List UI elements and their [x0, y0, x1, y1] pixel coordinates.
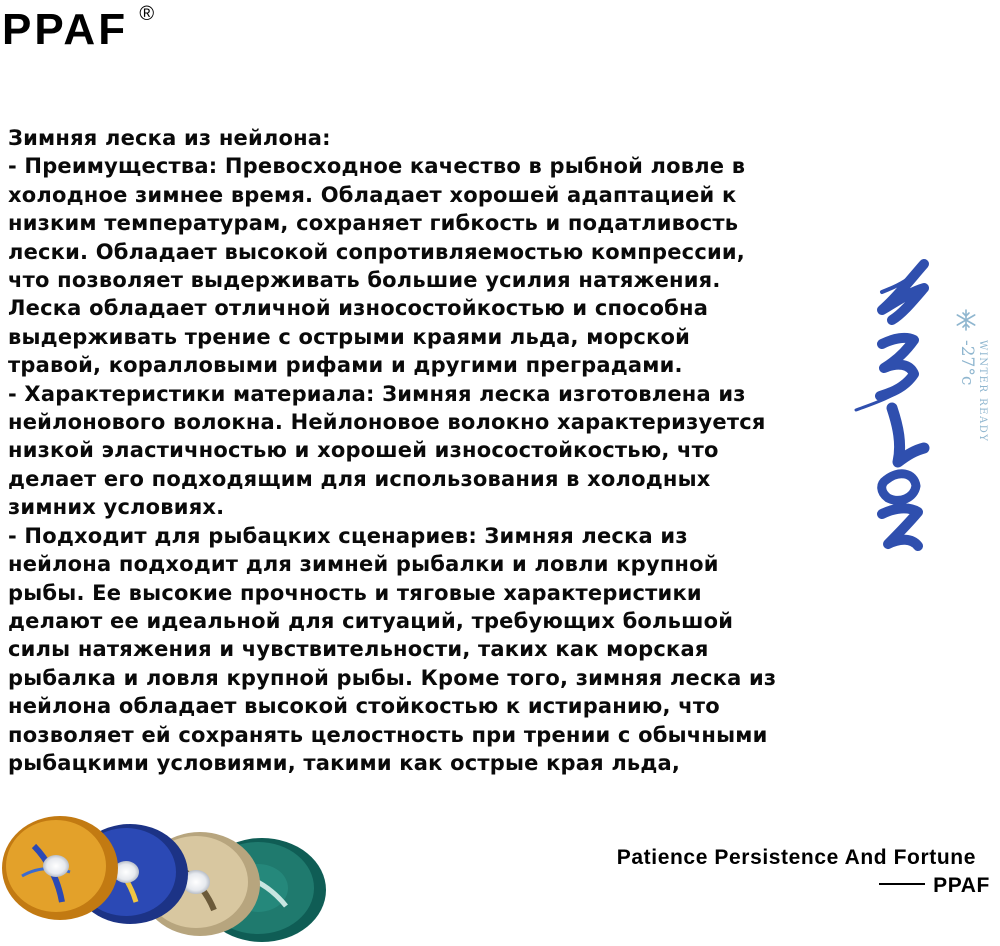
description-line: Зимняя леска из нейлона: — [8, 126, 331, 150]
description-line: позволяет ей сохранять целостность при трении с обычными — [8, 722, 768, 747]
nylon-brush-art — [852, 258, 988, 556]
description-line: лески. Обладает высокой сопротивляемостью компрессии, — [8, 239, 745, 264]
brand-logo — [2, 3, 155, 54]
product-description — [8, 124, 858, 777]
description-line: зимних условиях. — [8, 495, 225, 520]
description-line: - Преимущества: Превосходное качество в рыбной ловле в — [8, 154, 746, 179]
description-line: силы натяжения и чувствительности, таких как морская — [8, 637, 709, 662]
slogan-block — [616, 844, 990, 900]
description-line: рыбы. Ее высокие прочность и тяговые характеристики — [8, 580, 702, 605]
description-line: рыбацкими условиями, такими как острые края льда, — [8, 750, 681, 775]
description-line: холодное зимнее время. Обладает хорошей адаптацией к — [8, 182, 737, 207]
temperature-label: -27°c — [957, 340, 977, 386]
slogan-motto: Patience Persistence And Fortune — [616, 846, 976, 869]
description-line: низким температурам, сохраняет гибкость и податливость — [8, 211, 739, 236]
winter-ready-tagline: WINTER READY — [977, 340, 988, 443]
description-line: рыбалка и ловля крупной рыбы. Кроме того, зимняя леска из — [8, 665, 777, 690]
description-line: что позволяет выдерживать большие усилия натяжения. — [8, 268, 721, 293]
description-line: нейлонового волокна. Нейлоновое волокно характеризуется — [8, 410, 766, 435]
description-line: делает его подходящим для использования в холодных — [8, 466, 711, 491]
signature-dash — [879, 883, 925, 885]
description-line: нейлона обладает высокой стойкостью к истиранию, что — [8, 694, 720, 719]
description-line: выдерживать трение с острыми краями льда, морской — [8, 324, 691, 349]
description-line: нейлона подходит для зимней рыбалки и ловли крупной — [8, 552, 719, 577]
product-spools-image — [0, 806, 330, 946]
description-line: - Подходит для рыбацких сценариев: Зимняя леска из — [8, 523, 688, 548]
snowflake-icon — [957, 310, 974, 330]
description-line: - Характеристики материала: Зимняя леска изготовлена из — [8, 381, 746, 406]
description-line: Леска обладает отличной износостойкостью и способна — [8, 296, 709, 321]
registered-mark: ® — [139, 3, 155, 25]
spool-orange — [2, 816, 118, 920]
slogan-signature-line — [617, 872, 990, 900]
nylon-calligraphy-mark — [852, 258, 988, 556]
description-line: делают ее идеальной для ситуаций, требующих большой — [8, 608, 734, 633]
slogan-signature: PPAF — [933, 874, 990, 897]
description-line: низкой эластичностью и хорошей износостойкостью, что — [8, 438, 719, 463]
brand-name: PPAF — [2, 5, 129, 54]
description-line: травой, коралловыми рифами и другими преградами. — [8, 353, 683, 378]
